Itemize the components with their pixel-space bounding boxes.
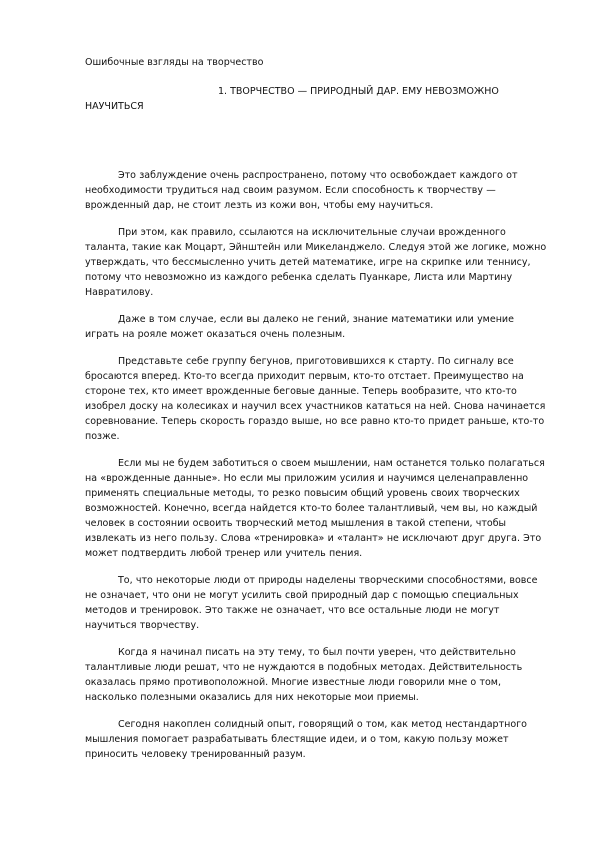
paragraph: При этом, как правило, ссылаются на исключительные случаи врожденного таланта, такие как Моцарт, Эйнштейн или Микеланджело. Следуя этой же логике, можно утверждать, что бессмысленно учить детей математике, игре на скрипке или теннису, потому что невозможно из каждого ребенка сделать Пуанкаре, Листа или Мартину Навратилову.: [85, 227, 547, 298]
paragraph: Представьте себе группу бегунов, приготовившихся к старту. По сигналу все бросаются вперед. Кто-то всегда приходит первым, кто-то отстает. Преимущество на стороне тех, кто имеет врожденные беговые данные. Теперь вообразите, что кто-то изобрел доску на колесиках и научил всех участников кататься на ней. Снова начинается соревнование. Теперь скорость гораздо выше, но все равно кто-то придет раньше, кто-то позже.: [85, 356, 546, 442]
paragraph: Когда я начинал писать на эту тему, то был почти уверен, что действительно талантливые люди решат, что не нуждаются в подобных методах. Действительность оказалась прямо противоположной. Многие известные люди говорили мне о том, насколько полезными оказались для них некоторые мои приемы.: [85, 647, 523, 703]
paragraph: Сегодня накоплен солидный опыт, говорящий о том, как метод нестандартного мышления помогает разрабатывать блестящие идеи, и о том, какую пользу может приносить человеку тренированный разум.: [85, 719, 527, 760]
paragraph: Даже в том случае, если вы далеко не гений, знание математики или умение играть на рояле может оказаться очень полезным.: [85, 314, 514, 340]
document-title: Ошибочные взгляды на творчество: [85, 57, 264, 68]
paragraph: То, что некоторые люди от природы наделены творческими способностями, вовсе не означает, что они не могут усилить свой природный дар с помощью специальных методов и тренировок. Это также не означает, что все остальные люди не могут научиться творчеству.: [85, 575, 538, 631]
paragraph: Если мы не будем заботиться о своем мышлении, нам останется только полагаться на «врожденные данные». Но если мы приложим усилия и научимся целенаправленно применять специальные методы, то резко повысим общий уровень своих творческих возможностей. Конечно, всегда найдется кто-то более талантливый, чем вы, но каждый человек в состоянии освоить творческий метод мышления в такой степени, чтобы извлекать из него пользу. Слова «тренировка» и «талант» не исключают друг друга. Это может подтвердить любой тренер или учитель пения.: [85, 458, 545, 559]
paragraph: Это заблуждение очень распространено, потому что освобождает каждого от необходимости трудиться над своим разумом. Если способность к творчеству — врожденный дар, не стоит лезть из кожи вон, чтобы ему научиться.: [85, 170, 518, 211]
section-heading: 1. ТВОРЧЕСТВО — ПРИРОДНЫЙ ДАР. ЕМУ НЕВОЗМОЖНО НАУЧИТЬСЯ: [85, 86, 499, 112]
document-body: [85, 168, 550, 774]
